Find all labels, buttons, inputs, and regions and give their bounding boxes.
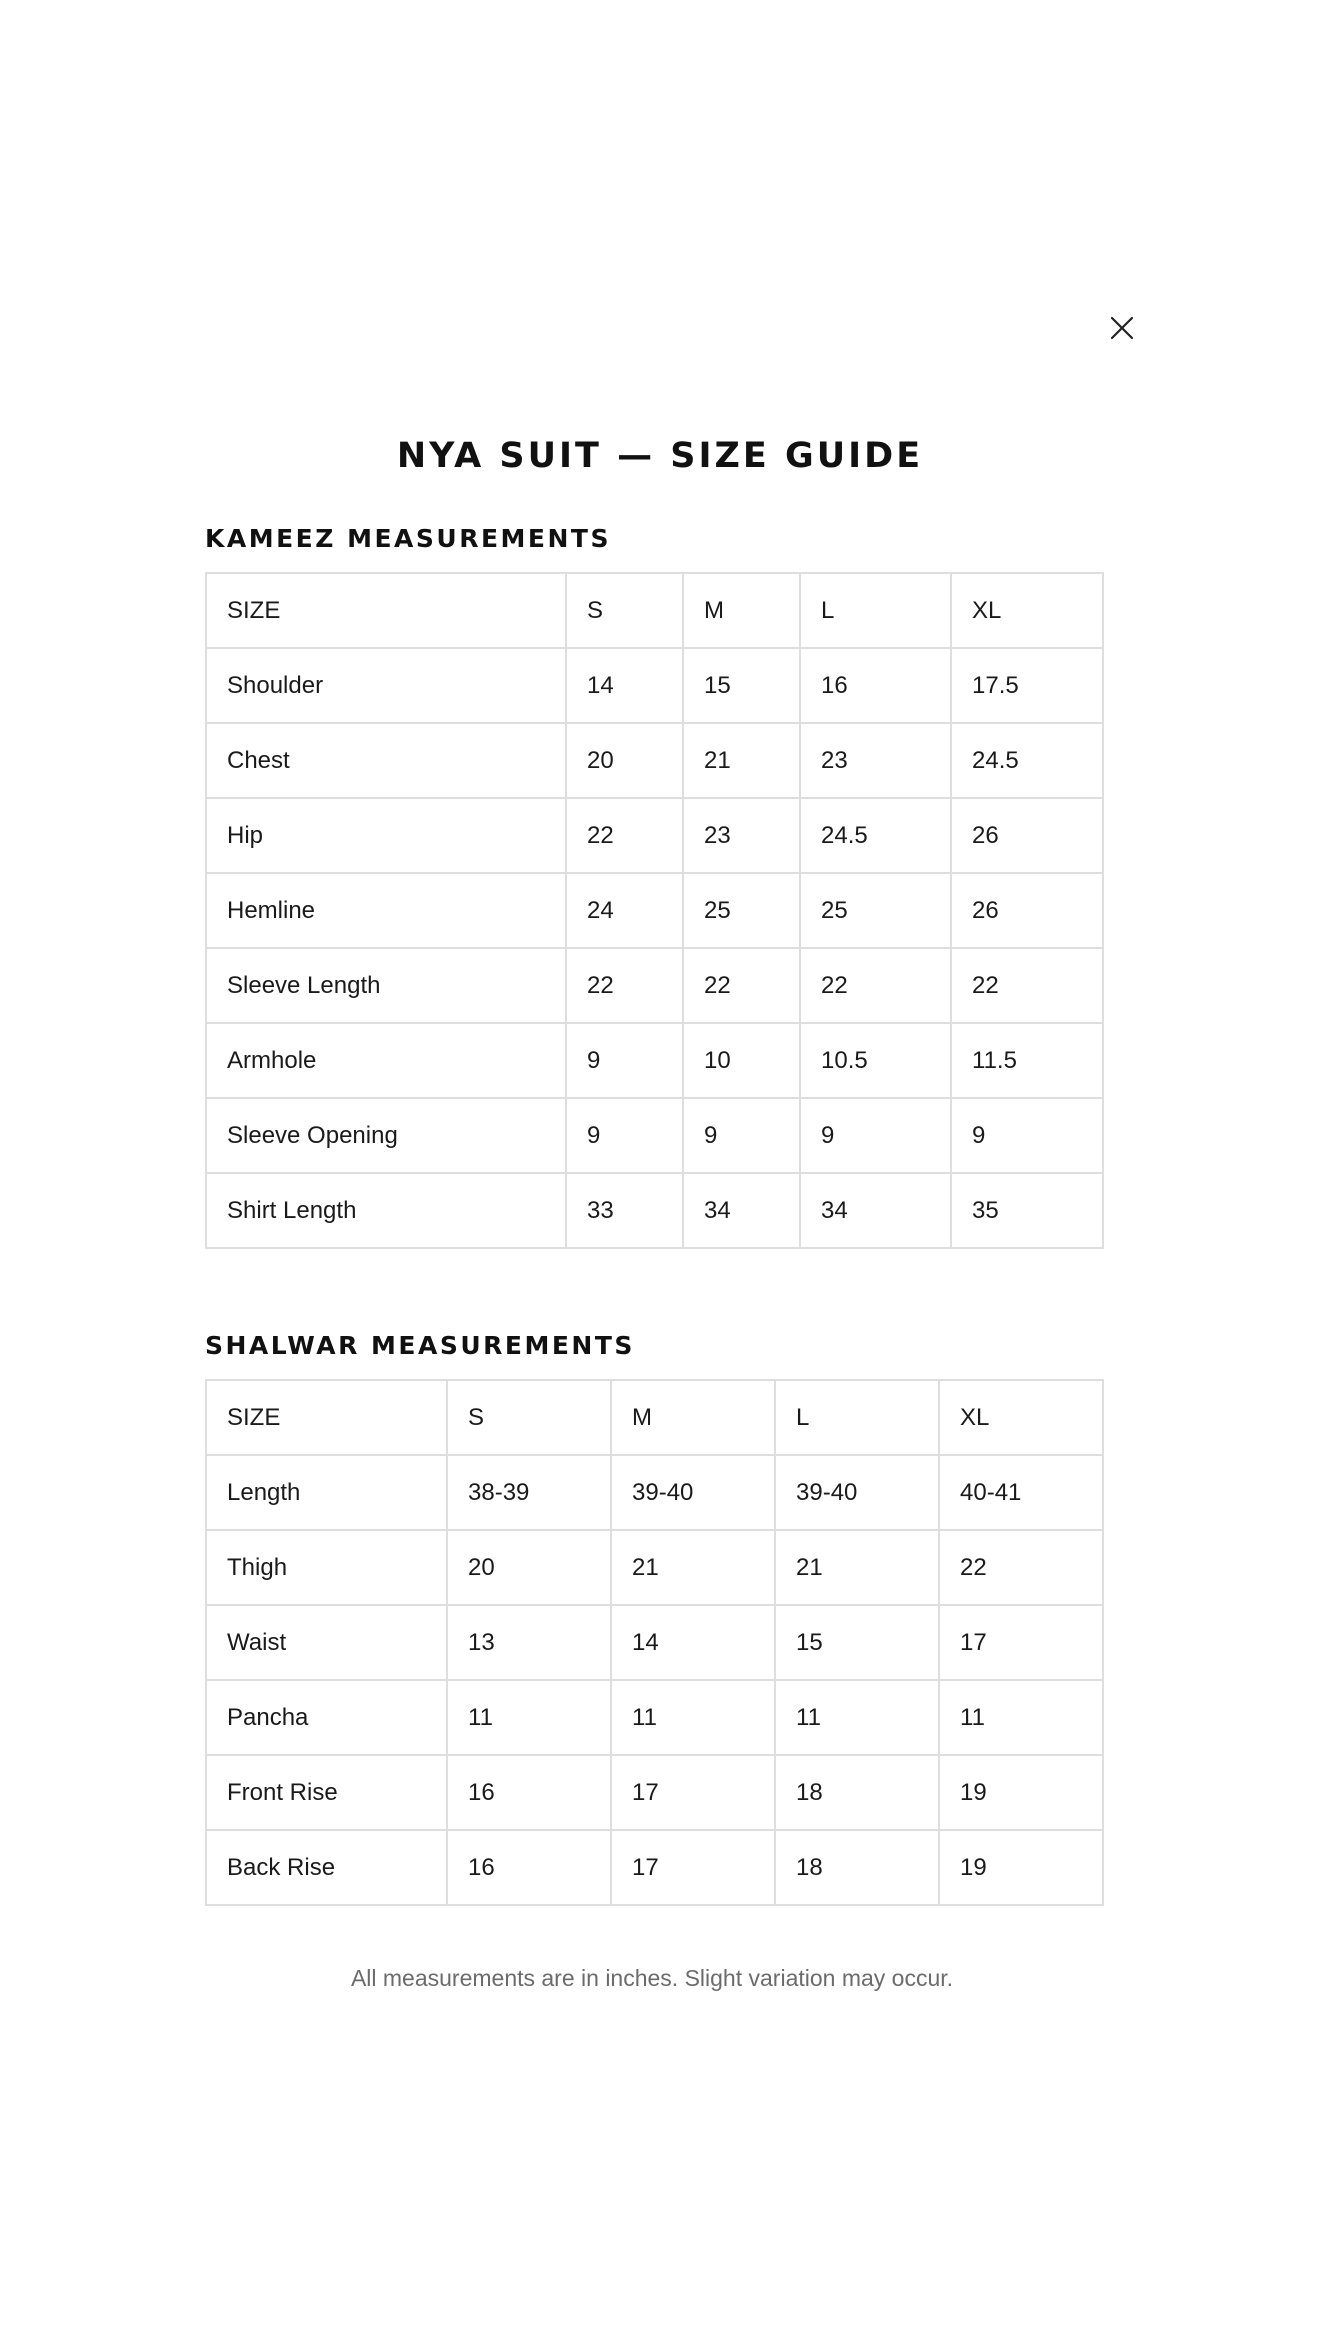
table-cell: Hemline <box>206 873 566 948</box>
table-cell: 34 <box>800 1173 951 1248</box>
table-cell: 22 <box>566 798 683 873</box>
table-row <box>206 1098 1103 1173</box>
table-cell: 11 <box>939 1680 1103 1755</box>
table-row <box>206 873 1103 948</box>
table-cell: Waist <box>206 1605 447 1680</box>
table-cell: 25 <box>683 873 800 948</box>
table-row <box>206 1455 1103 1530</box>
table-cell: 10 <box>683 1023 800 1098</box>
measurement-note: All measurements are in inches. Slight variation may occur. <box>350 1965 954 1991</box>
table-cell: 25 <box>800 873 951 948</box>
table-row <box>206 1680 1103 1755</box>
table-cell: 9 <box>800 1098 951 1173</box>
table-header-row <box>206 573 1103 648</box>
table-cell: Thigh <box>206 1530 447 1605</box>
table-cell: 11.5 <box>951 1023 1103 1098</box>
table-cell: 9 <box>566 1098 683 1173</box>
table-cell: 9 <box>566 1023 683 1098</box>
table-cell: 16 <box>447 1830 611 1905</box>
table-cell: Back Rise <box>206 1830 447 1905</box>
table-cell: 14 <box>566 648 683 723</box>
table-cell: 15 <box>775 1605 939 1680</box>
table-cell: Pancha <box>206 1680 447 1755</box>
table-cell: XL <box>939 1380 1103 1455</box>
table-cell: XL <box>951 573 1103 648</box>
table-cell: 21 <box>775 1530 939 1605</box>
table-cell: Shirt Length <box>206 1173 566 1248</box>
table-cell: 10.5 <box>800 1023 951 1098</box>
table-cell: SIZE <box>206 1380 447 1455</box>
table-row <box>206 1605 1103 1680</box>
table-cell: M <box>683 573 800 648</box>
table-cell: S <box>566 573 683 648</box>
table-row <box>206 1530 1103 1605</box>
table-cell: L <box>800 573 951 648</box>
table-cell: 21 <box>611 1530 775 1605</box>
table-cell: 35 <box>951 1173 1103 1248</box>
table-cell: Length <box>206 1455 447 1530</box>
table-row <box>206 1173 1103 1248</box>
table-cell: 17 <box>611 1830 775 1905</box>
table-cell: 22 <box>939 1530 1103 1605</box>
table-cell: 22 <box>566 948 683 1023</box>
table-cell: Front Rise <box>206 1755 447 1830</box>
table-cell: 23 <box>683 798 800 873</box>
table-cell: 18 <box>775 1755 939 1830</box>
table-cell: 24.5 <box>800 798 951 873</box>
table-cell: 24.5 <box>951 723 1103 798</box>
shalwar-size-table <box>205 1379 1104 1906</box>
table-row <box>206 1830 1103 1905</box>
table-cell: 14 <box>611 1605 775 1680</box>
table-cell: 18 <box>775 1830 939 1905</box>
table-cell: 34 <box>683 1173 800 1248</box>
table-cell: Chest <box>206 723 566 798</box>
table-cell: 19 <box>939 1830 1103 1905</box>
table-row <box>206 1755 1103 1830</box>
page-title: NYA SUIT — SIZE GUIDE <box>396 436 924 476</box>
table-cell: 22 <box>683 948 800 1023</box>
table-cell: 17 <box>939 1605 1103 1680</box>
table-cell: L <box>775 1380 939 1455</box>
table-cell: Hip <box>206 798 566 873</box>
table-cell: Armhole <box>206 1023 566 1098</box>
table-cell: 13 <box>447 1605 611 1680</box>
table-cell: 21 <box>683 723 800 798</box>
table-cell: 15 <box>683 648 800 723</box>
table-row <box>206 723 1103 798</box>
table-cell: 11 <box>775 1680 939 1755</box>
table-cell: 11 <box>447 1680 611 1755</box>
close-icon <box>1100 306 1144 350</box>
table-cell: 39-40 <box>775 1455 939 1530</box>
kameez-size-table <box>205 572 1104 1249</box>
table-cell: 24 <box>566 873 683 948</box>
table-cell: Sleeve Opening <box>206 1098 566 1173</box>
table-row <box>206 948 1103 1023</box>
table-cell: S <box>447 1380 611 1455</box>
table-cell: 9 <box>683 1098 800 1173</box>
close-button[interactable] <box>1100 306 1144 350</box>
table-cell: 22 <box>951 948 1103 1023</box>
table-cell: 23 <box>800 723 951 798</box>
table-cell: 19 <box>939 1755 1103 1830</box>
table-cell: 17 <box>611 1755 775 1830</box>
table-cell: 40-41 <box>939 1455 1103 1530</box>
table-cell: Sleeve Length <box>206 948 566 1023</box>
table-row <box>206 1023 1103 1098</box>
table-cell: 16 <box>800 648 951 723</box>
table-header-row <box>206 1380 1103 1455</box>
table-cell: 17.5 <box>951 648 1103 723</box>
table-cell: 26 <box>951 873 1103 948</box>
table-row <box>206 648 1103 723</box>
table-cell: 16 <box>447 1755 611 1830</box>
table-cell: 20 <box>566 723 683 798</box>
kameez-heading: KAMEEZ MEASUREMENTS <box>205 524 611 553</box>
table-cell: 38-39 <box>447 1455 611 1530</box>
table-cell: 22 <box>800 948 951 1023</box>
table-cell: Shoulder <box>206 648 566 723</box>
shalwar-heading: SHALWAR MEASUREMENTS <box>205 1331 635 1360</box>
table-cell: 39-40 <box>611 1455 775 1530</box>
table-cell: 11 <box>611 1680 775 1755</box>
table-cell: SIZE <box>206 573 566 648</box>
table-cell: 20 <box>447 1530 611 1605</box>
table-cell: M <box>611 1380 775 1455</box>
table-cell: 9 <box>951 1098 1103 1173</box>
table-row <box>206 798 1103 873</box>
table-cell: 26 <box>951 798 1103 873</box>
table-cell: 33 <box>566 1173 683 1248</box>
